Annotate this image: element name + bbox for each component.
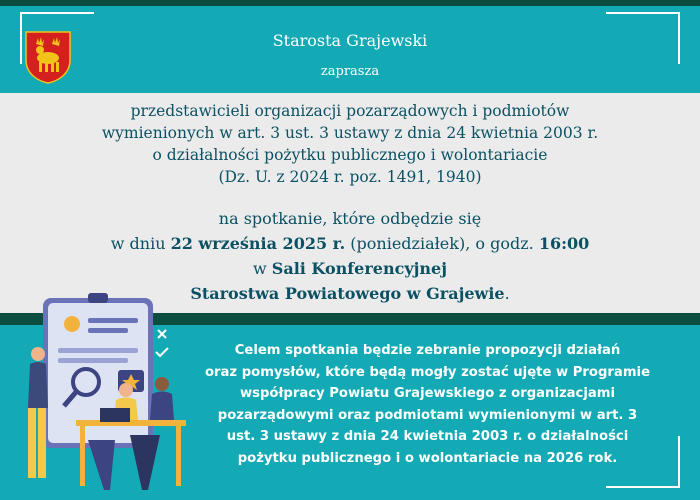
purpose-line: oraz pomysłów, które będą mogły zostać ujęte w Programie bbox=[204, 364, 651, 380]
place-prefix: w bbox=[252, 259, 272, 278]
meeting-date-line bbox=[60, 231, 640, 256]
invitees-line: przedstawicieli organizacji pozarządowych i podmiotów bbox=[130, 102, 570, 120]
header-title: Starosta Grajewski bbox=[272, 31, 428, 50]
purpose-line: Celem spotkania będzie zebranie propozycji działań bbox=[234, 343, 621, 358]
invitees-line: (Dz. U. z 2024 r. poz. 1491, 1940) bbox=[218, 168, 482, 186]
meeting-weekday: (poniedziałek), o godz. bbox=[345, 234, 539, 253]
purpose-line: pozarządowymi oraz podmiotami wymienionymi w art. 3 bbox=[217, 407, 638, 423]
meeting-place-room: Sali Konferencyjnej bbox=[271, 259, 448, 278]
invitees-text bbox=[60, 100, 640, 188]
meeting-intro: na spotkanie, które odbędzie się bbox=[218, 209, 482, 228]
purpose-line: współpracy Powiatu Grajewskiego z organizacjami bbox=[239, 386, 616, 401]
purpose-text bbox=[175, 340, 680, 469]
meeting-place-line bbox=[60, 256, 640, 281]
invitees-line: wymienionych w art. 3 ust. 3 ustawy z dnia 24 kwietnia 2003 r. bbox=[101, 124, 599, 142]
header-subtitle: zaprasza bbox=[320, 64, 380, 79]
date-prefix: w dniu bbox=[110, 234, 171, 253]
meeting-date: 22 września 2025 r. bbox=[170, 234, 346, 253]
meeting-time: 16:00 bbox=[538, 234, 590, 253]
invitees-line: o działalności pożytku publicznego i wolontariacie bbox=[152, 146, 548, 164]
purpose-line: pożytku publicznego i o wolontariacie na 2026 rok. bbox=[237, 450, 618, 466]
meeting-place-building: Starostwa Powiatowego w Grajewie bbox=[190, 284, 505, 303]
purpose-line: ust. 3 ustawy z dnia 24 kwietnia 2003 r. o działalności bbox=[226, 429, 629, 444]
place-suffix: . bbox=[504, 284, 510, 303]
